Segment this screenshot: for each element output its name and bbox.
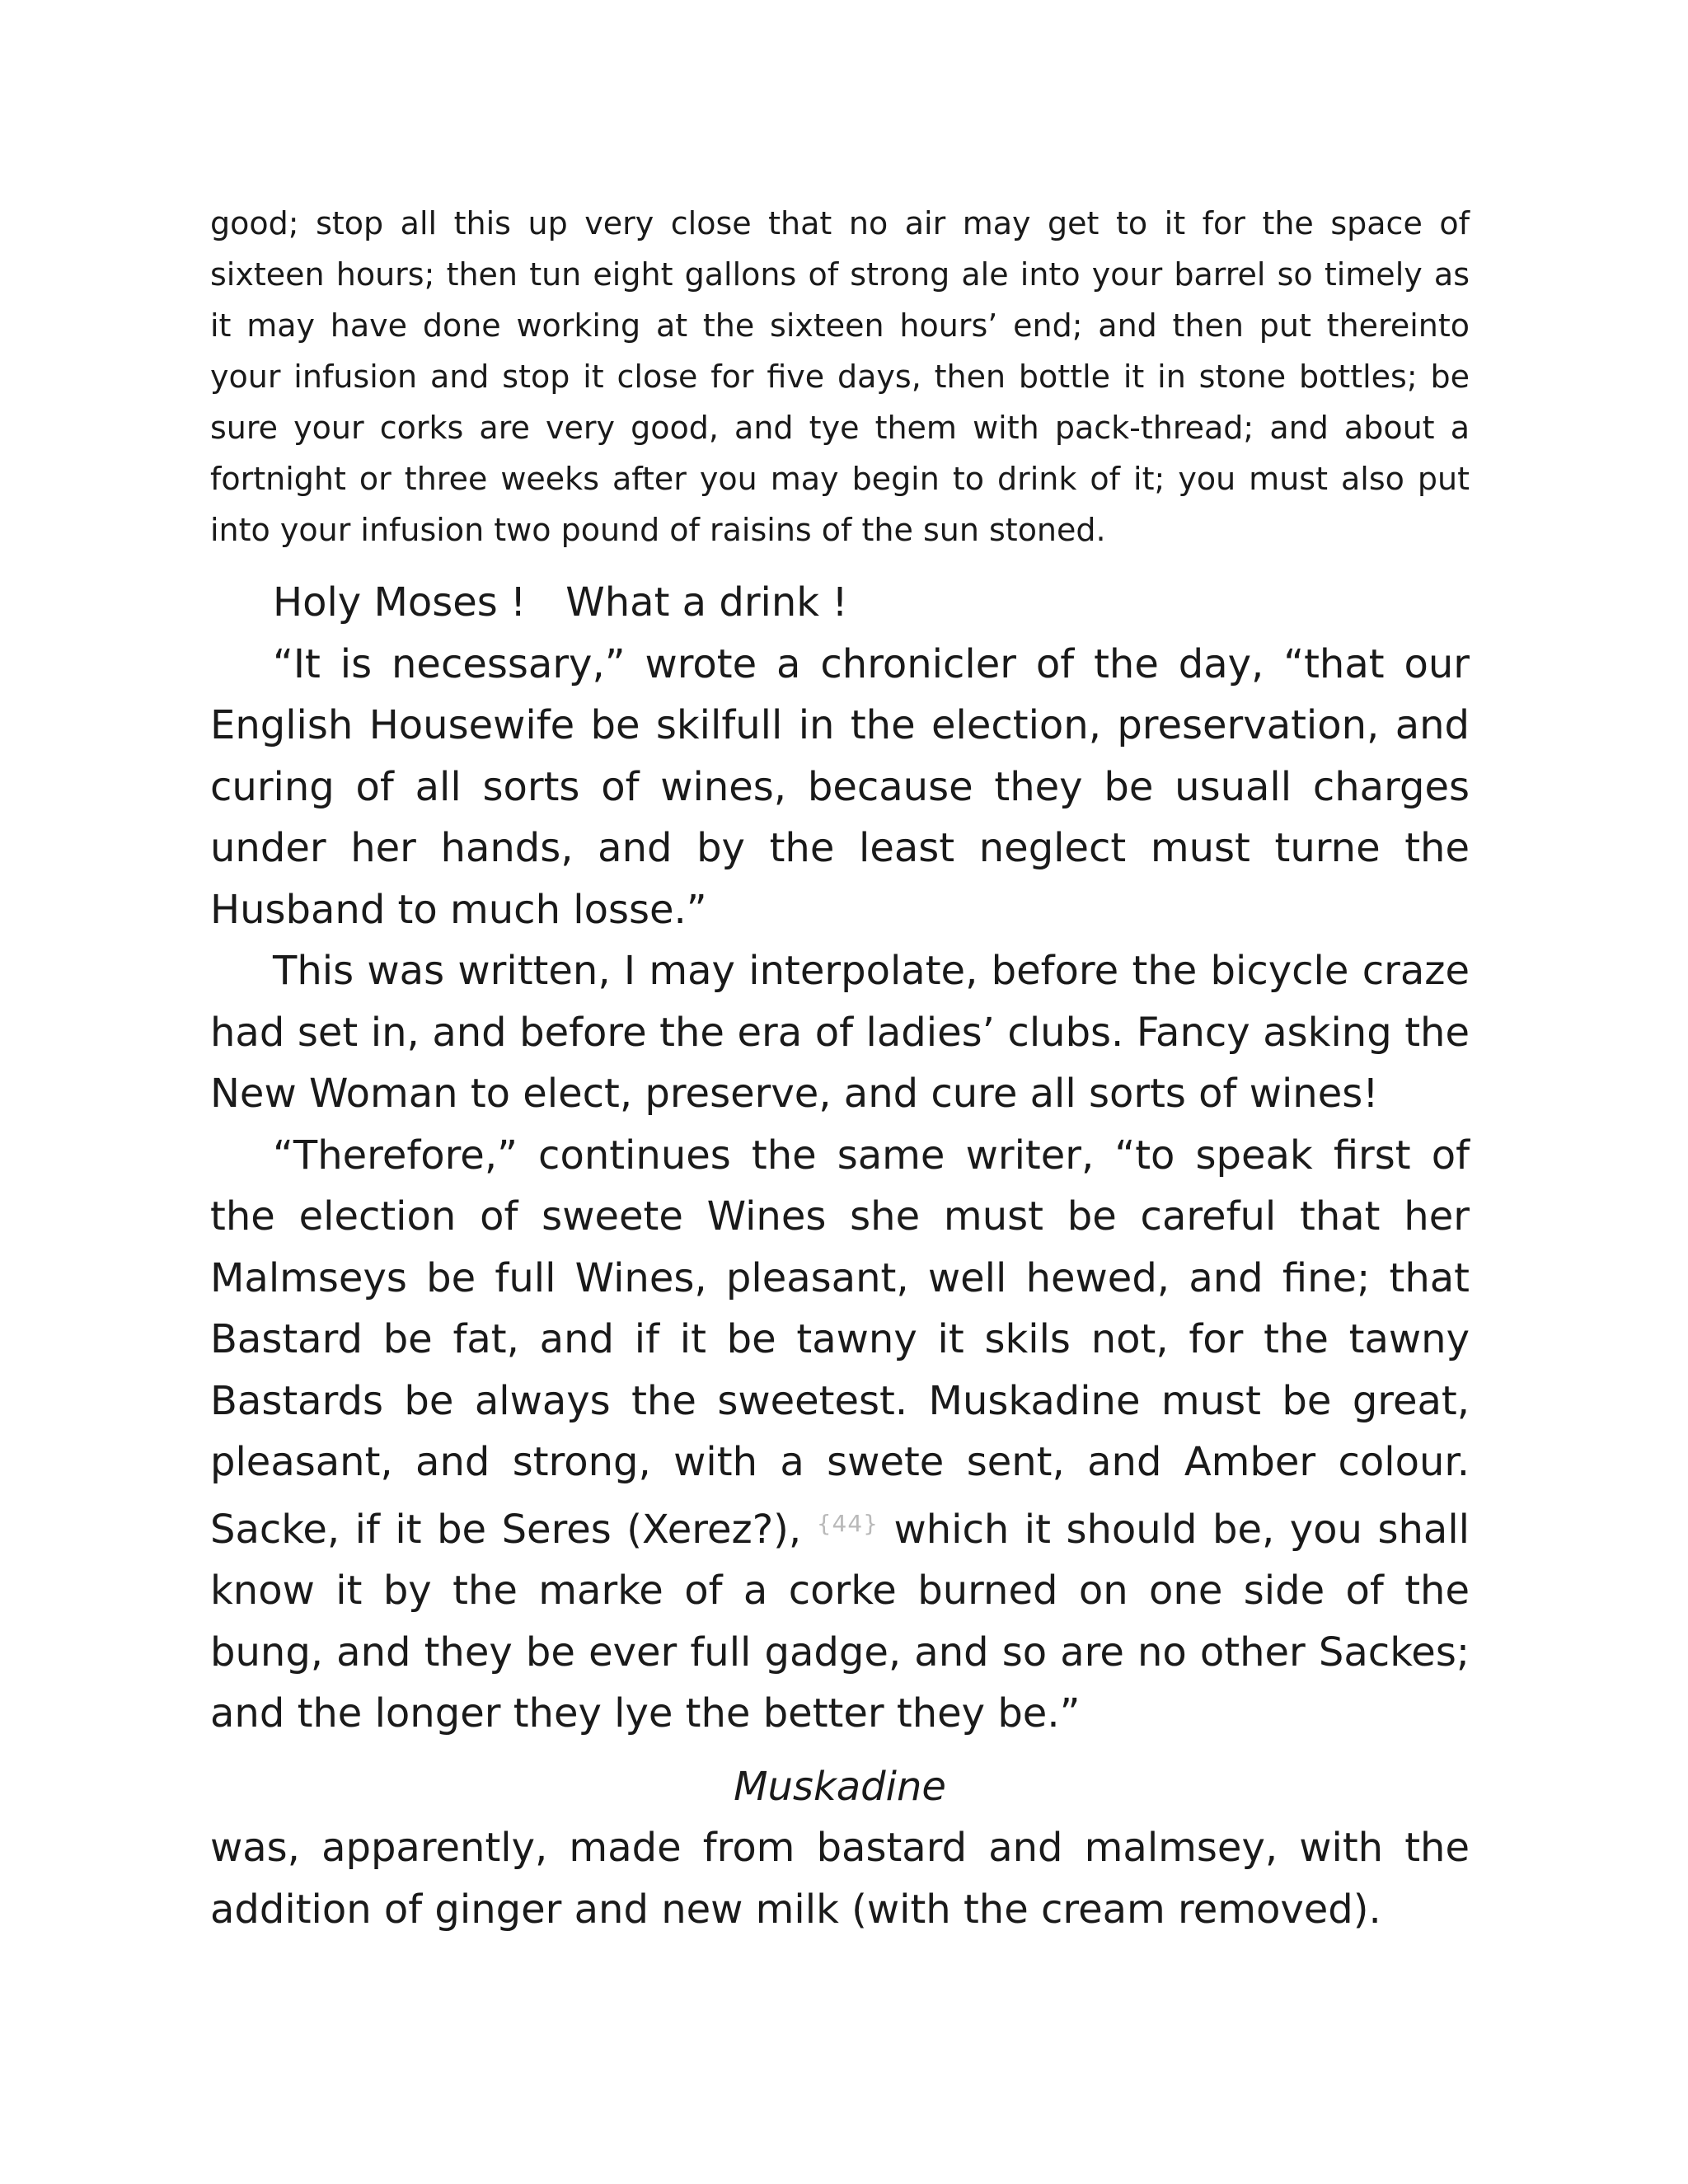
exclamation-first: Holy Moses !	[273, 579, 527, 626]
therefore-paragraph	[210, 1125, 1470, 1745]
recipe-paragraph: good; stop all this up very close that no air may get to it for the space of sixteen hours; then tun eight gallons of strong ale into your barrel so timely as it may have done working at the sixteen hours’ end; and then put thereinto your infusion and stop it close for five days, then bottle it in stone bottles; be sure your corks are very good, and tye them with pack-thread; and about a fortnight or three weeks after you may begin to drink of it; you must also put into your infusion two pound of raisins of the sun stoned.	[210, 205, 1470, 548]
interpolation-paragraph: This was written, I may interpolate, before the bicycle craze had set in, and before the era of ladies’ clubs. Fancy asking the New Woman to elect, preserve, and cure all sorts of wines!	[210, 948, 1470, 1117]
exclamation-line	[210, 572, 1470, 634]
therefore-text-part1: “Therefore,” continues the same writer, “to speak first of the election of sweete Wines she must be careful that her Malmseys be full Wines, pleasant, well hewed, and fine; that Bastard be fat, and if it be tawny it skils not, for the tawny Bastards be always the sweetest. Muskadine must be great, pleasant, and strong, with a swete sent, and Amber colour. Sacke, if it be Seres (Xerez?),	[210, 1132, 1470, 1553]
page-content	[210, 198, 1470, 1940]
page-number: {44}	[816, 1509, 879, 1537]
chronicler-paragraph: “It is necessary,” wrote a chronicler of the day, “that our English Housewife be skilfull in the election, preservation, and curing of all sorts of wines, because they be usuall charges under her hands, and by the least neglect must turne the Husband to much losse.”	[210, 640, 1470, 933]
therefore-text-part2: which it should be, you shall know it by the marke of a corke burned on one side of the bung, and they be ever full gadge, and so are no other Sackes; and the longer they lye the better they be.”	[210, 1506, 1470, 1736]
closing-paragraph: was, apparently, made from bastard and malmsey, with the addition of ginger and new milk (with the cream removed).	[210, 1825, 1470, 1933]
section-subheading: Muskadine	[734, 1763, 946, 1810]
exclamation-second: What a drink !	[565, 579, 848, 626]
